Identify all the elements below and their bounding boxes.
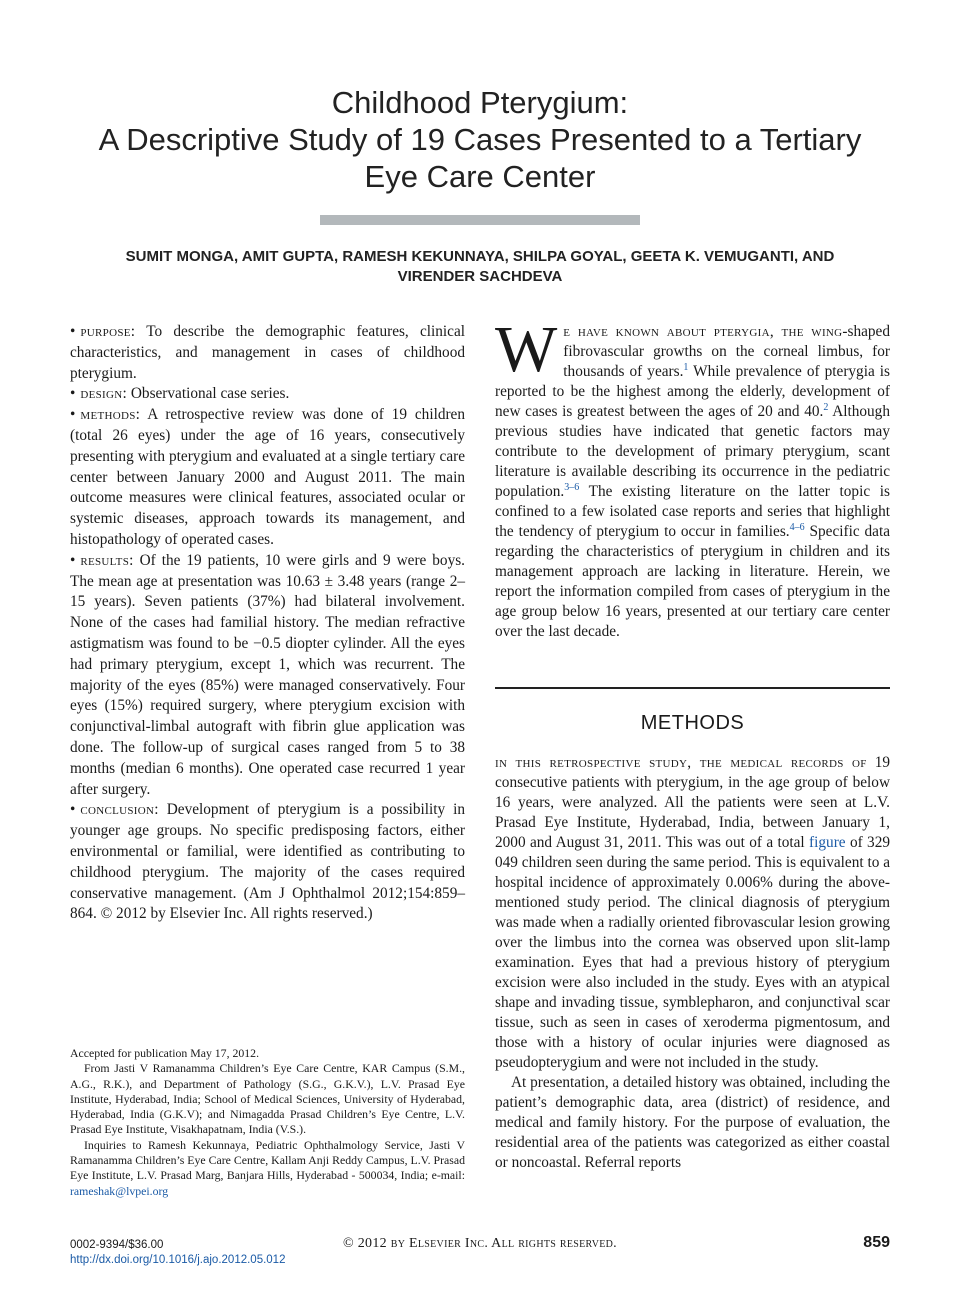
- author-line-1: SUMIT MONGA, AMIT GUPTA, RAMESH KEKUNNAYA, SHILPA GOYAL, GEETA K. VEMUGANTI, AND: [125, 248, 835, 265]
- conclusion-label: conclusion:: [80, 801, 159, 819]
- affiliations-note: From Jasti V Ramanamma Children’s Eye Care Centre, KAR Campus (S.M., A.G., R.K.), and Department of Pathology (S.G., G.K.V.), L.V. Prasad Eye Institute, Hyderabad, India; School of Medical Sciences, University of Hyderabad, Hyderabad, India (G.K.V); and Nimagadda Prasad Children’s Eye Centre, L.V. Prasad Eye Institute, Visakhapatnam, India (V.S.).: [70, 1061, 465, 1137]
- author-list: [60, 247, 900, 287]
- footer-copyright: © 2012 by Elsevier Inc. All rights reserved.: [343, 1236, 617, 1251]
- design-text: Observational case series.: [127, 385, 290, 403]
- section-divider: [495, 687, 890, 689]
- author-line-2: VIRENDER SACHDEVA: [397, 268, 563, 285]
- title-line-2: A Descriptive Study of 19 Cases Presented to a Tertiary: [98, 122, 862, 157]
- inquiries-note: [70, 1138, 465, 1199]
- abstract-results: [70, 551, 465, 801]
- figure-link[interactable]: figure: [809, 834, 846, 851]
- issn-price: 0002-9394/$36.00: [70, 1239, 164, 1251]
- intro-lead: e have known about pterygia, the wing: [563, 323, 843, 340]
- abstract-design: [70, 384, 465, 405]
- methods-text-1a: 19 consecutive patients with pterygium, in the age group of below 16 years, were analyzed. All the patients were seen at L.V. Prasad Eye Institute, Hyderabad, India, between January 1, 2000 and August 31, 2011. This was out of a total: [495, 754, 891, 851]
- inquiries-text: Inquiries to Ramesh Kekunnaya, Pediatric Ophthalmology Service, Jasti V Ramanamma Children’s Eye Care Centre, Kallam Anji Reddy Campus, L.V. Prasad Eye Institute, L.V. Prasad Marg, Banjara Hills, Hyderabad - 500034, India; e-mail:: [70, 1137, 465, 1183]
- title-line-1: Childhood Pterygium:: [331, 85, 629, 120]
- intro-paragraph: [495, 313, 891, 642]
- purpose-text: To describe the demographic features, clinical characteristics, and management in cases of childhood pterygium.: [70, 323, 465, 382]
- abstract-conclusion: [70, 800, 465, 925]
- introduction: [495, 313, 891, 642]
- bullet-icon: •: [70, 323, 76, 340]
- email-link[interactable]: rameshak@lvpei.org: [70, 1183, 169, 1198]
- methods-lead: in this retrospective study, the medical records of: [495, 754, 867, 771]
- abstract: [70, 322, 465, 925]
- bullet-icon: •: [70, 801, 76, 819]
- reference-link[interactable]: 4–6: [789, 521, 805, 533]
- intro-text-3: Although previous studies have indicated that genetic factors may contribute to the development of primary pterygium, scant literature is available describing its occurrence in the pediatric population.: [495, 403, 890, 500]
- intro-text-5: Specific data regarding the characteristics of pterygium in children and its management approach are lacking in literature. Herein, we report the information compiled from cases of pterygium in the age group below 16 years, presented at our tertiary care center over the last decade.: [495, 523, 891, 640]
- reference-link[interactable]: 1: [683, 361, 689, 373]
- purpose-label: purpose:: [80, 323, 136, 340]
- title-divider-bar: [320, 215, 640, 225]
- bullet-icon: •: [70, 385, 76, 403]
- methods-paragraph-1: [495, 753, 890, 1073]
- conclusion-text: Development of pterygium is a possibility in younger age groups. No specific predisposing factors, either environmental or familial, were identified as contributing to childhood pterygium. The majority of the cases required conservative management. (Am J Ophthalmol 2012;154:859–864. © 2012 by Elsevier Inc. All rights reserved.): [70, 801, 465, 923]
- drop-cap: W: [495, 313, 558, 386]
- intro-text-4: The existing literature on the latter topic is confined to a few isolated case reports and series that highlight the tendency of pterygium to occur in families.: [495, 483, 890, 540]
- results-label: results:: [80, 551, 134, 569]
- abstract-purpose: [70, 322, 465, 384]
- intro-text-1: -shaped fibrovascular growths on the corneal limbus, for thousands of years.: [563, 323, 890, 380]
- intro-text-2: While prevalence of pterygia is reported to be the highest among the elderly, development of new cases is greatest between the ages of 20 and 40.: [495, 363, 890, 420]
- design-label: design:: [80, 385, 128, 403]
- results-text: Of the 19 patients, 10 were girls and 9 were boys. The mean age at presentation was 10.63 ± 3.48 years (range 2–15 years). Seven patients (37%) had bilateral involvement. None of the cases had familial history. The median refractive astigmatism was found to be −0.5 diopter cylinder. All the eyes had primary pterygium, except 1, which was recurrent. The majority of the eyes (85%) were managed conservatively. Four eyes (15%) required surgery, where pterygium excision with conjunctival-limbal autograft with fibrin glue application was done. The follow-up of surgical cases ranged from 5 to 38 months (median 6 months). One operated case recurred 1 year after surgery.: [70, 551, 465, 798]
- bullet-icon: •: [70, 551, 76, 569]
- methods-section: [495, 753, 890, 1173]
- page-number: 859: [863, 1234, 890, 1251]
- abstract-methods: [70, 405, 465, 551]
- methods-text: A retrospective review was done of 19 children (total 26 eyes) under the age of 16 years, consecutively presenting with pterygium and evaluated at a single tertiary care center between January 2000 and August 2011. The main outcome measures were clinical features, associated ocular or systemic diseases, approach towards its management, and histopathology of operated cases.: [70, 406, 465, 548]
- reference-link[interactable]: 2: [823, 401, 829, 413]
- methods-label: methods:: [80, 406, 141, 424]
- accepted-note: Accepted for publication May 17, 2012.: [70, 1046, 260, 1060]
- reference-link[interactable]: 3–6: [564, 481, 580, 493]
- methods-heading: METHODS: [640, 712, 745, 734]
- title-line-3: Eye Care Center: [364, 159, 596, 194]
- methods-paragraph-2: At presentation, a detailed history was obtained, including the patient’s demographic data, area (district) of residence, and medical and family history. For the purpose of evaluation, the residential area of the patients was categorized as either coastal or noncoastal. Referral reports: [495, 1074, 890, 1171]
- methods-text-1b: of 329 049 children seen during the same period. This is equivalent to a hospital incidence of approximately 0.006% during the above-mentioned study period. The clinical diagnosis of pterygium was made when a radially oriented fibrovascular lesion growing over the limbus into the cornea was observed upon slit-lamp examination. Eyes that had a previous history of pterygium excision were also included in the study. Eyes with an atypical shape and invading tissue, symblepharon, and conjunctival scar tissue, such as seen in cases of xeroderma pigmentosum, and those with a history of ocular injuries were diagnosed as pseudopterygium and were not included in the study.: [495, 834, 891, 1071]
- bullet-icon: •: [70, 406, 76, 424]
- footnotes: [70, 1046, 465, 1199]
- footer-identifiers: [70, 1238, 285, 1268]
- article-title: [40, 84, 920, 195]
- doi-link[interactable]: http://dx.doi.org/10.1016/j.ajo.2012.05.012: [70, 1254, 286, 1266]
